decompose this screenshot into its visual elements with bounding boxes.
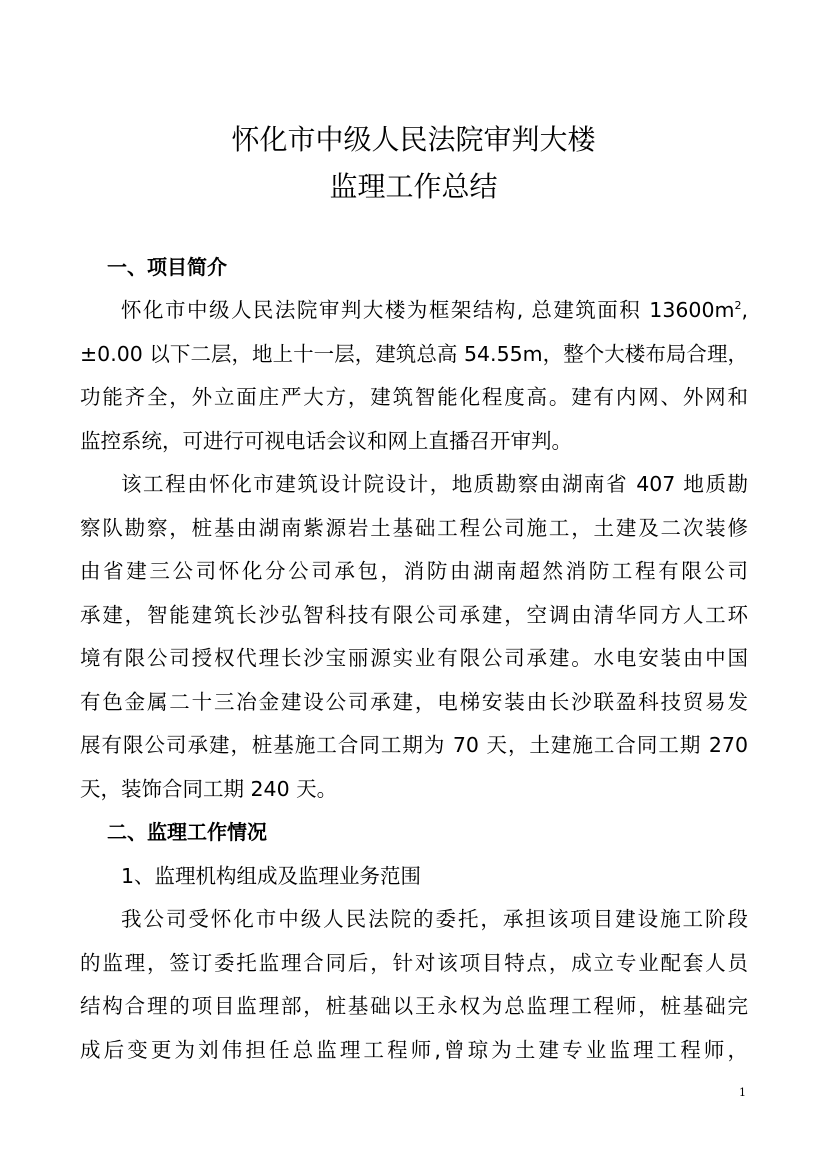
paragraph-line: 由省建三公司怀化分公司承包，消防由湖南超然消防工程有限公司	[80, 559, 748, 583]
superscript: 2	[734, 299, 742, 313]
paragraph-line: 我公司受怀化市中级人民法院的委托，承担该项目建设施工阶段	[121, 907, 748, 931]
paragraph-line: 天，装饰合同工期 240 天。	[80, 777, 338, 801]
paragraph-line: 的监理，签订委托监理合同后，针对该项目特点，成立专业配套人员	[80, 951, 748, 975]
page-number: 1	[739, 1086, 746, 1099]
paragraph-line: 境有限公司授权代理长沙宝丽源实业有限公司承建。水电安装由中国	[80, 646, 748, 670]
subsection-heading: 1、监理机构组成及监理业务范围	[121, 864, 422, 888]
paragraph-line: 承建，智能建筑长沙弘智科技有限公司承建，空调由清华同方人工环	[80, 603, 748, 627]
paragraph-line: 展有限公司承建，桩基施工合同工期为 70 天，土建施工合同工期 270	[80, 733, 748, 757]
paragraph-line: 监控系统，可进行可视电话会议和网上直播召开审判。	[80, 429, 572, 453]
paragraph-line: 该工程由怀化市建筑设计院设计，地质勘察由湖南省 407 地质勘	[121, 472, 748, 496]
paragraph-line: 察队勘察，桩基由湖南紫源岩土基础工程公司施工，土建及二次装修	[80, 516, 748, 540]
section-heading-supervision-work: 二、监理工作情况	[107, 820, 267, 844]
document-subtitle: 监理工作总结	[329, 170, 498, 203]
paragraph-line: 成后变更为刘伟担任总监理工程师,曾琼为土建专业监理工程师，	[80, 1038, 748, 1062]
paragraph-line: 功能齐全，外立面庄严大方，建筑智能化程度高。建有内网、外网和	[80, 385, 748, 409]
paragraph-line: 结构合理的项目监理部，桩基础以王永权为总监理工程师，桩基础完	[80, 994, 748, 1018]
paragraph-line: ±0.00 以下二层，地上十一层，建筑总高 54.55m，整个大楼布局合理，	[80, 342, 748, 366]
paragraph-line: 有色金属二十三冶金建设公司承建，电梯安装由长沙联盈科技贸易发	[80, 690, 748, 714]
section-heading-project-intro: 一、项目简介	[107, 255, 227, 279]
document-title: 怀化市中级人民法院审判大楼	[231, 123, 596, 156]
paragraph-line: 怀化市中级人民法院审判大楼为框架结构, 总建筑面积 $13600m^2$,	[121, 298, 748, 322]
